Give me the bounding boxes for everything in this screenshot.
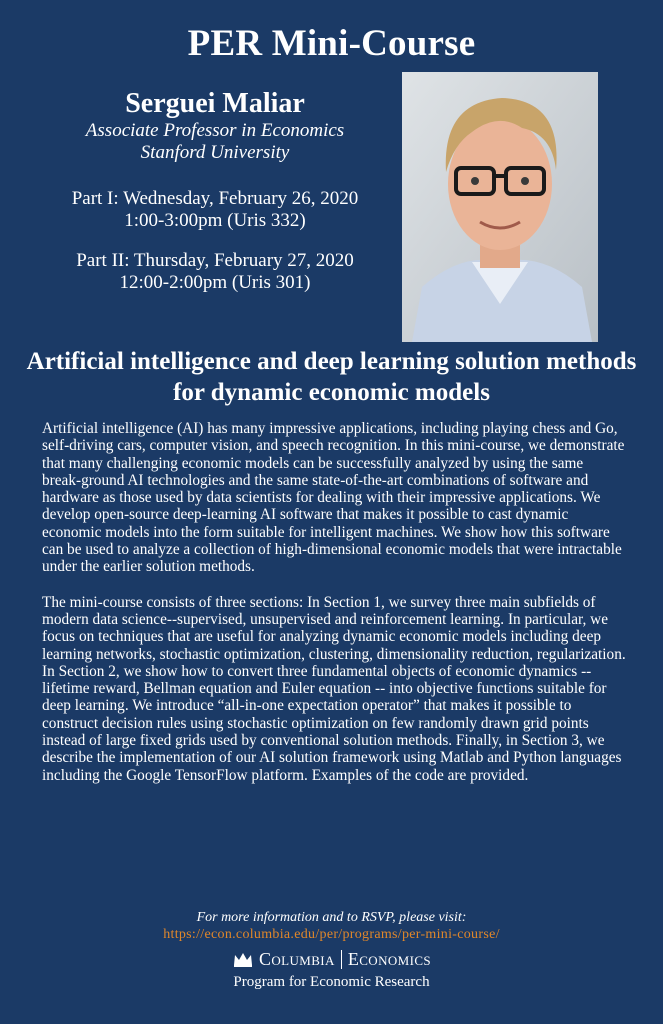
speaker-institution: Stanford University (140, 142, 290, 163)
abstract-paragraph-1: Artificial intelligence (AI) has many impressive applications, including playing chess and Go, self-driving cars, computer vision, and speech recognition. In this mini-course, we demonstrate that many challenging economic models can be successfully analyzed by using the same break-ground AI technologies and the same state-of-the-art combinations of software and hardware as those used by data scientists for dealing with their impressive applications. We develop open-source deep-learning AI software that makes it possible to cast dynamic economic models into the form suitable for intelligent machines. We show how this software can be used to analyze a collection of high-dimensional economic models that were intractable under the earlier solution methods. (42, 420, 625, 576)
columbia-economics-logo (0, 948, 663, 970)
session-part-1 (40, 188, 390, 232)
session-part-2-time: 12:00-2:00pm (Uris 301) (119, 272, 311, 293)
footer (0, 909, 663, 992)
speaker-portrait-image (402, 72, 598, 342)
speaker-name: Serguei Maliar (125, 88, 305, 119)
logo-columbia: Columbia (258, 949, 335, 969)
program-name: Program for Economic Research (233, 974, 430, 990)
talk-title: Artificial intelligence and deep learning solution methods for dynamic economic models (26, 348, 637, 406)
crown-icon (232, 950, 254, 968)
speaker-info (40, 88, 390, 294)
session-part-1-time: 1:00-3:00pm (Uris 332) (124, 210, 306, 231)
session-part-2-date: Part II: Thursday, February 27, 2020 (76, 250, 354, 271)
page-title: PER Mini-Course (187, 23, 476, 64)
rsvp-link[interactable]: https://econ.columbia.edu/per/programs/per-mini-course/ (163, 927, 500, 942)
abstract (42, 420, 626, 802)
session-part-2 (40, 250, 390, 294)
logo-economics: Economics (347, 949, 432, 969)
logo-divider (341, 950, 342, 969)
speaker-photo (402, 72, 598, 342)
speaker-title: Associate Professor in Economics (85, 120, 345, 141)
session-part-1-date: Part I: Wednesday, February 26, 2020 (71, 188, 359, 209)
abstract-paragraph-2: The mini-course consists of three sections: In Section 1, we survey three main subfields of modern data science--supervised, unsupervised and reinforcement learning. In particular, we focus on techniques that are useful for analyzing dynamic economic models including deep learning networks, stochastic optimization, clustering, dimensionality reduction, regularization. In Section 2, we show how to convert three fundamental objects of economic dynamics -- lifetime reward, Bellman equation and Euler equation -- into objective functions suitable for deep learning. We introduce “all-in-one expectation operator” that makes it possible to construct decision rules using stochastic optimization on few randomly drawn grid points instead of large fixed grids used by conventional solution methods. Finally, in Section 3, we describe the implementation of our AI solution framework using Matlab and Python languages including the Google TensorFlow platform. Examples of the code are provided. (42, 593, 626, 784)
rsvp-text: For more information and to RSVP, please visit: (196, 910, 467, 925)
